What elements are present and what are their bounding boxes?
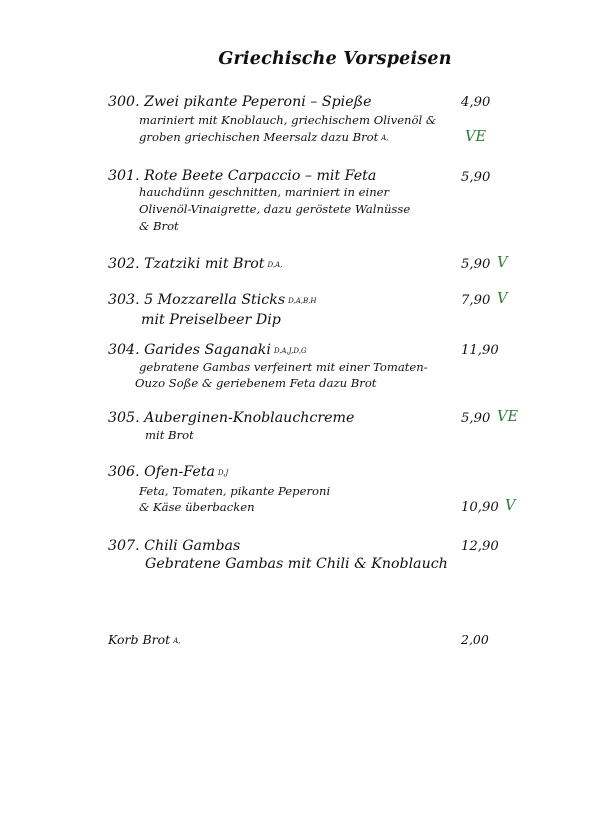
menu-item-description: mariniert mit Knoblauch, griechischem Olivenöl & [139, 113, 437, 127]
vegetarian-badge: V [497, 291, 508, 307]
menu-item-description: & Brot [139, 219, 179, 233]
allergen-codes: D,A,J,D,G [273, 347, 307, 355]
menu-item-price: 11,90 [461, 343, 499, 358]
menu-item-price: 4,90 [461, 95, 491, 110]
vegan-badge: VE [465, 129, 487, 145]
menu-item-name: 306. Ofen-Feta D,J [108, 464, 229, 480]
menu-item-description: Feta, Tomaten, pikante Peperoni [139, 484, 331, 498]
menu-item-description: Ouzo Soße & geriebenem Feta dazu Brot [135, 376, 377, 390]
bread-basket-name: Korb Brot A, [108, 632, 181, 647]
menu-item-name: 305. Auberginen-Knoblauchcreme [108, 410, 355, 426]
vegetarian-badge: V [497, 255, 508, 271]
menu-item-name: 307. Chili Gambas [108, 538, 241, 554]
menu-item-price: 5,90 [461, 411, 491, 426]
menu-item-description: groben griechischen Meersalz dazu Brot A, [139, 130, 389, 144]
vegetarian-badge: V [505, 498, 516, 514]
allergen-codes: A, [381, 134, 389, 142]
menu-item-description: mit Brot [145, 428, 194, 442]
menu-item-name: 301. Rote Beete Carpaccio – mit Feta [108, 168, 377, 184]
allergen-codes: D,A, [267, 261, 283, 269]
menu-item-description: Gebratene Gambas mit Chili & Knoblauch [145, 556, 448, 572]
menu-item-price: 10,90 [461, 500, 499, 515]
menu-item-description: gebratene Gambas verfeinert mit einer Tomaten- [139, 360, 428, 374]
menu-item-description: mit Preiselbeer Dip [141, 312, 281, 328]
allergen-codes: D,A,B,H [288, 297, 317, 305]
menu-item-price: 7,90 [461, 293, 491, 308]
menu-item-name: 302. Tzatziki mit Brot D,A, [108, 256, 283, 272]
menu-item-description: hauchdünn geschnitten, mariniert in einer [139, 185, 390, 199]
menu-item-price: 5,90 [461, 170, 491, 185]
vegan-badge: VE [497, 409, 519, 425]
page-title: Griechische Vorspeisen [218, 49, 452, 69]
menu-item-name: 304. Garides Saganaki D,A,J,D,G [108, 342, 307, 358]
menu-item-name: 303. 5 Mozzarella Sticks D,A,B,H [108, 292, 317, 308]
bread-basket-price: 2,00 [461, 632, 489, 647]
allergen-codes: A, [173, 637, 181, 645]
menu-item-name: 300. Zwei pikante Peperoni – Spieße [108, 94, 372, 110]
menu-item-description: Olivenöl-Vinaigrette, dazu geröstete Walnüsse [139, 202, 411, 216]
allergen-codes: D,J [217, 469, 229, 477]
menu-item-description: & Käse überbacken [139, 500, 255, 514]
menu-item-price: 12,90 [461, 539, 499, 554]
menu-item-price: 5,90 [461, 257, 491, 272]
